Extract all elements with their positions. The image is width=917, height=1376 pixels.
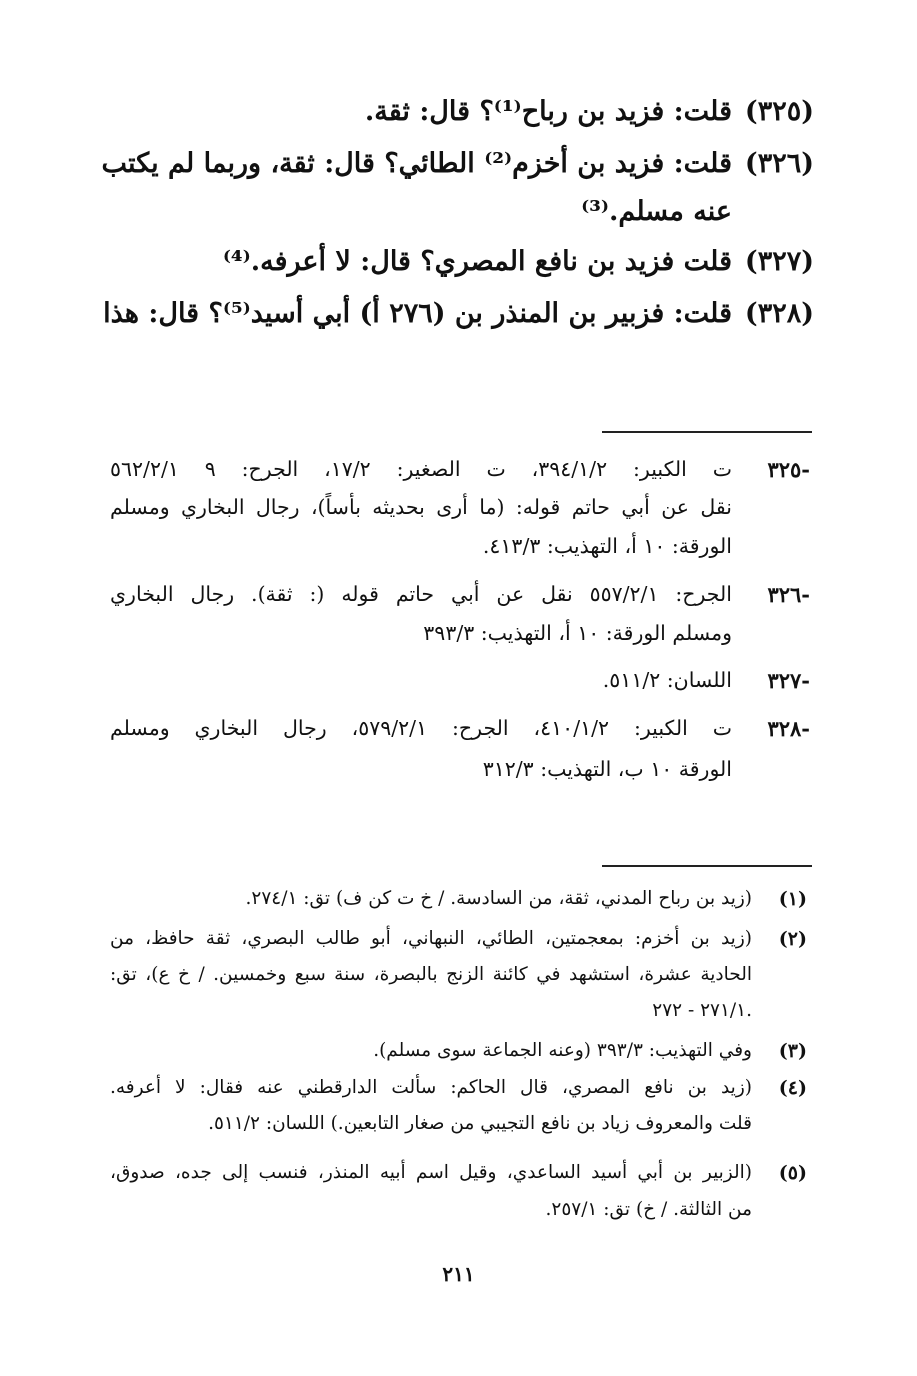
entry-number: (٣٢٨) — [744, 298, 814, 329]
footnote-text: من الثالثة. / خ) تق: ٢٥٧/١. — [545, 1199, 752, 1220]
footnote-text: (زيد بن أخزم: بمعجمتين، الطائي، النبهاني، أبو طالب البصري، ثقة حافظ، من — [110, 928, 752, 949]
source-text: الورقة: ١٠ أ، التهذيب: ٤١٣/٣. — [482, 534, 732, 558]
footnote-text: (زيد بن رباح المدني، ثقة، من السادسة. / خ ت كن ف) تق: ٢٧٤/١. — [245, 888, 752, 909]
page-number: ٢١١ — [442, 1262, 475, 1286]
footnote-number: (٤) — [778, 1077, 807, 1099]
source-text: ت الكبير: ٤١٠/١/٢، الجرح: ٥٧٩/٢/١، رجال البخاري ومسلم — [110, 716, 733, 740]
footnote-number: (١) — [778, 888, 807, 910]
entry-text: قلت: فزيد بن رباح⁽¹⁾؟ قال: ثقة. — [364, 96, 732, 127]
entry-number: (٣٢٦) — [744, 148, 814, 179]
source-number: ٣٢٥- — [767, 457, 810, 482]
footnote-text: الحادية عشرة، استشهد في كائنة الزنج بالبصرة، سنة سبع وخمسين. / خ ع)، تق: — [110, 964, 752, 985]
entry-number: (٣٢٧) — [744, 246, 814, 277]
entry-text: عنه مسلم.⁽³⁾ — [581, 196, 732, 227]
entry-text: قلت: فزبير بن المنذر بن (٢٧٦ أ) أبي أسيد⁽⁵⁾؟ قال: هذا — [103, 298, 732, 329]
source-number: ٣٢٦- — [767, 582, 810, 607]
source-text: اللسان: ٥١١/٢. — [602, 668, 732, 692]
footnote-text: (الزبير بن أبي أسيد الساعدي، وقيل اسم أبيه المنذر، فنسب إلى جده، صدوق، — [110, 1162, 752, 1183]
source-number: ٣٢٧- — [767, 668, 810, 693]
source-text: نقل عن أبي حاتم قوله: (ما أرى بحديثه بأساً)، رجال البخاري ومسلم — [110, 495, 732, 519]
source-text: الورقة ١٠ ب، التهذيب: ٣١٢/٣ — [482, 757, 732, 781]
entry-number: (٣٢٥) — [744, 96, 814, 127]
source-text: الجرح: ٥٥٧/٢/١ نقل عن أبي حاتم قوله (: ثقة). رجال البخاري — [110, 582, 732, 606]
source-text: ومسلم الورقة: ١٠ أ، التهذيب: ٣٩٣/٣ — [423, 621, 732, 645]
footnote-text: قلت والمعروف زياد بن نافع التجيبي من صغار التابعين.) اللسان: ٥١١/٢. — [208, 1113, 752, 1134]
entry-text: قلت: فزيد بن أخزم⁽²⁾ الطائي؟ قال: ثقة، وربما لم يكتب — [101, 148, 732, 179]
source-number: ٣٢٨- — [767, 716, 810, 741]
source-text: ت الكبير: ٣٩٤/١/٢، ت الصغير: ١٧/٢، الجرح: ٩ ٥٦٢/٢/١ — [110, 457, 732, 481]
footnote-number: (٣) — [778, 1040, 807, 1062]
footnote-text: وفي التهذيب: ٣٩٣/٣ (وعنه الجماعة سوى مسلم). — [373, 1040, 752, 1061]
footnote-text: (زيد بن نافع المصري، قال الحاكم: سألت الدارقطني عنه فقال: لا أعرفه. — [110, 1077, 752, 1098]
separator-rule — [602, 431, 812, 433]
footnote-number: (٥) — [778, 1162, 807, 1184]
footnote-separator-rule — [602, 865, 812, 867]
entry-text: قلت فزيد بن نافع المصري؟ قال: لا أعرفه.⁽⁴⁾ — [222, 246, 732, 277]
footnote-number: (٢) — [778, 928, 807, 950]
footnote-text: ٢٧١/١ - ٢٧٢. — [652, 1000, 752, 1021]
